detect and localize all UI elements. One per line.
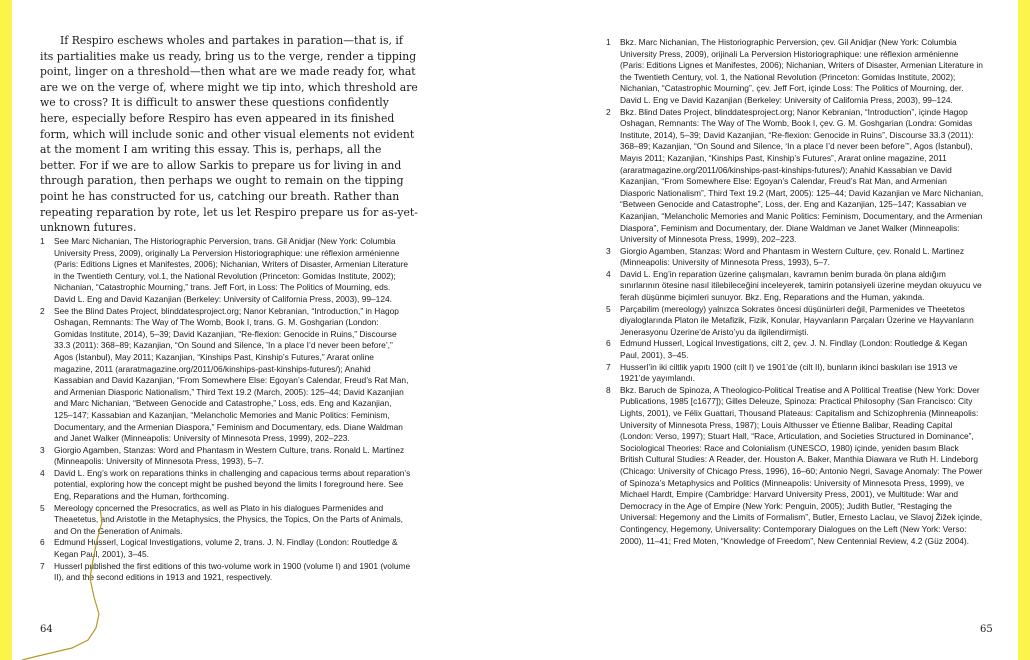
footnote-text: Husserl published the first editions of this two-volume work in 1900 (volume I) and 1901 (volume II), and the second editions in 1913 and 1921, respectively. [54, 560, 411, 583]
footnote-number: 7 [40, 560, 45, 571]
footnote [40, 468, 412, 503]
footnote-text: Bkz. Blind Dates Project, blinddatesproject.org; Nanor Kebranian, “Introduction”, içinde Hagop Oshagan, Remnants: The Way of The Womb, Book I, çev. G. M. Goshgarian (Londra: Gomidas Institute, 2014), 5–39; David Kazanjian, “Re-flexion: Genocide in Ruins”, Discourse 33.3 (2011): 368–89; Kazanjian, “On Sound and Silence, ‘In a place I’d never been before’”, Agos (İstanbul), Mayıs 2011; Kazanjian, “Kinships Past, Kinship’s Futures”, Ararat online magazine, 2011 (araratmagazine.org/2011/06/kinships-past-kinships-futures/); Anahid Kassabian ve David Kazanjian, “From Somewhere Else: Egoyan’s Calendar, Freud’s Rat Man, and Armenian Diasporic Nationalism”, Third Text 19.2 (Mart, 2005): 125–44; David Kazanjian ve Marc Nichanian, “Between Genocide and Catastrophe”, Loss, der. Eng and Kazanjian, 125–147; Kassabian ve Kazanjian, “Melancholic Memories and Manic Politics: Feminism, Documentary, and the Armenian Diaspora”, Feminism and Documentary, der. Diane Waldman ve Janet Walker (Minneapolis: University of Minnesota Press, 1999), 202–223. [620, 106, 984, 245]
page-number: 65 [980, 624, 993, 635]
footnote-number: 4 [40, 467, 45, 478]
essay-paragraph: If Respiro eschews wholes and partakes in paration—that is, if its partialities make us ready, bring us to the verge, render a tipping point, linger on a threshold—then what are we made ready for, what are we on the verge of, where might we tip into, which threshold are we to cross? It is difficult to answer these questions confidently here, especially before Respiro has even appeared in its finished form, which will include sonic and other visual elements not evident at the moment I am writing this essay. This is, perhaps, all the better. For if we are to allow Sarkis to prepare us for living in and through paration, then perhaps we ought to remain on the tipping point he has constructed for us, catching our breath. Rather than repeating reparation by rote, let us let Respiro prepare us for as-yet-unknown futures. [40, 34, 418, 235]
footnote-number: 4 [606, 268, 611, 279]
footnote-number: 3 [40, 444, 45, 455]
footnote [606, 385, 984, 547]
footnote-text: See Marc Nichanian, The Historiographic Perversion, trans. Gil Anidjar (New York: Columbia University Press, 2009), originally La Perversion Historiographique: une réflexion arménienne (Paris: Editions Lignes et Manifestes, 2006); Nichanian, Writers of Disaster, Armenian Literature in the Twentieth Century, vol.1, the National Revolution (Princeton: Gomidas Institute, 2002); Nichanian, “Catastrophic Mourning,” trans. Jeff Fort, in Loss: The Politics of Mourning, eds. David L. Eng and David Kazanjian (Berkeley: University of California Press, 2003), 99–124. [54, 236, 409, 304]
footnote-text: Edmund Husserl, Logical Investigations, volume 2, trans. J. N. Findlay (London: Routledge & Kegan Paul, 2001), 3–45. [54, 537, 398, 560]
footnote-text: Giorgio Agamben, Stanzas: Word and Phantasm in Western Culture, trans. Ronald L. Martinez (Minneapolis: University of Minnesota Press, 1993), 5–7. [54, 444, 405, 467]
footnote-text: Parçabilim (mereology) yalnızca Sokrates öncesi düşünürleri değil, Parmenides ve Theetetos diyaloglarında Platon ile Metafizik, Fizik, Konular, Hayvanların Parçaları Üzerine ve Hayvanların Jenerasyonu Üzerine’de Aristo’yu da ilgilendirmişti. [620, 303, 974, 337]
footnote-text: Edmund Husserl, Logical Investigations, cilt 2, çev. J. N. Findlay (London: Routledge & Kegan Paul, 2001), 3–45. [620, 338, 968, 361]
footnote [606, 37, 984, 107]
footnote-number: 8 [606, 384, 611, 395]
footnote-number: 1 [606, 37, 611, 47]
footnote-number: 1 [40, 236, 45, 246]
footnote-number: 5 [606, 303, 611, 314]
footnote-text: Husserl’in iki ciltlik yapıtı 1900 (cilt I) ve 1901’de (cilt II), bunların ikinci baskıları ise 1913 ve 1921’de yayımlandı. [620, 361, 958, 384]
footnote [606, 269, 984, 304]
footnote-number: 6 [606, 338, 611, 349]
footnote-number: 2 [40, 305, 45, 316]
footnote [606, 246, 984, 269]
footnote [40, 537, 412, 560]
right-yellow-border [1018, 0, 1030, 660]
footnote-text: Bkz. Marc Nichanian, The Historiographic Perversion, çev. Gil Anidjar (New York: Columbia University Press, 2009), orijinali La Perversion Historiographique: une réflexion arménienne (Paris: Editions Lignes et Manifestes, 2006); Nichanian, Writers of Disaster, Armenian Literature in the Twentieth Century, vol. 1, the National Revolution (Princeton: Gomidas Institute, 2002); Nichanian, “Catastrophic Mourning”, çev. Jeff Fort, içinde Loss: The Politics of Mourning, der. David L. Eng ve David Kazanjian (Berkeley: University of California Press, 2003), 99–124. [620, 37, 983, 105]
footnote-text: Giorgio Agamben, Stanzas: Word and Phantasm in Western Culture, çev. Ronald L. Martinez (Minneapolis: University of Minnesota Press, 1993), 5–7. [620, 245, 965, 268]
footnotes-list [606, 37, 984, 547]
footnote [40, 561, 412, 584]
right-page [515, 0, 1018, 660]
footnote [606, 338, 984, 361]
footnote [606, 362, 984, 385]
footnote-text: Mereology concerned the Presocratics, as well as Plato in his dialogues Parmenides and Theaetetus, and Aristotle in the Metaphysics, the Physics, the Topics, On the Parts of Animals, and On the Generation of Animals. [54, 502, 403, 536]
page-number: 64 [40, 624, 53, 635]
footnote-text: David L. Eng’s work on reparations thinks in challenging and capacious terms about reparation’s potential, exploring how the concept might be pushed beyond the limits I foreground here. See Eng, Reparations and the Human, forthcoming. [54, 467, 411, 502]
footnote-number: 7 [606, 361, 611, 372]
footnote [40, 236, 412, 306]
footnote-text: Bkz. Baruch de Spinoza, A Theologico-Political Treatise and A Political Treatise (New York: Dover Publications, 1985 [c1677]); Gilles Deleuze, Spinoza: Practical Philosophy (San Francisco: City Lights, 2001), ve Félix Guattari, Thousand Plateaus: Capitalism and Schizophrenia (Minneapolis: University of Minnesota Press, 1987); Louis Althusser ve Étienne Balibar, Reading Capital (London: Verso, 1997); Stuart Hall, “Race, Articulation, and Societies Structured in Dominance”, Sociological Theories: Race and Colonialism (UNESCO, 1980) içinde, yeniden basım Black British Cultural Studies: A Reader, der. Houston A. Baker, Manthia Diawara ve Ruth H. Lindeborg (Chicago: University of Chicago Press, 1996), 16–60; Antonio Negri, Savage Anomaly: The Power of Spinoza’s Metaphysics and Politics (Minneapolis: University of Minnesota Press, 1999), ve Michael Hardt, Empire (Cambridge: Harvard University Press, 2001), ve Multitude: War and Democracy in the Age of Empire (New York: Penguin, 2005); Judith Butler, “Restaging the Universal: Hegemony and the Limits of Formalism”, Butler, Ernesto Laclau, ve Slavoj Žižek içinde, Contingency, Hegemony, Universality: Contemporary Dialogues on the Left (New York: Verso: 2000), 11–41; Fred Moten, “Knowledge of Freedom”, New Centennial Review, 4.2 (Güz 2004). [620, 384, 983, 546]
left-page [12, 0, 515, 660]
footnote [40, 445, 412, 468]
footnote-text: See the Blind Dates Project, blinddatesproject.org; Nanor Kebranian, “Introduction,” in Hagop Oshagan, Remnants: The Way of The Womb, Book I, trans. G. M. Goshgarian (London: Gomidas Institute, 2014), 5–39; David Kazanjian, “Re-flexion: Genocide in Ruins,” Discourse 33.3 (2011): 368–89; Kazanjian, “On Sound and Silence, ‘In a place I’d never been before’,” Agos (İstanbul), May 2011; Kazanjian, “Kinships Past, Kinship’s Futures,” Ararat online magazine, 2011 (araratmagazine.org/2011/06/kinships-past-kinships-futures/); Anahid Kassabian and David Kazanjian, “From Somewhere Else: Egoyan’s Calendar, Freud’s Rat Man, and Armenian Diasporic Nationalism,” Third Text 19.2 (March, 2005): 125–44; David Kazanjian and Marc Nichanian, “Between Genocide and Catastrophe,” Loss, eds. Eng and Kazanjian, 125–147; Kassabian and Kazanjian, “Melancholic Memories and Manic Politics: Feminism, Documentary, and the Armenian Diaspora,” Feminism and Documentary, eds. Diane Waldman and Janet Walker (Minneapolis: University of Minnesota Press, 1999), 202–223. [54, 305, 409, 444]
footnote-number: 2 [606, 106, 611, 117]
footnote [40, 306, 412, 445]
footnotes-list [40, 236, 412, 584]
footnote [40, 503, 412, 538]
footnote [606, 107, 984, 246]
footnote-number: 3 [606, 245, 611, 256]
footnote [606, 304, 984, 339]
footnote-number: 6 [40, 537, 45, 548]
left-yellow-border [0, 0, 12, 660]
footnote-number: 5 [40, 502, 45, 513]
footnote-text: David L. Eng’in reparation üzerine çalışmaları, kavramın benim burada ön plana aldığım sınırlarının ötesine nasıl itilebileceğini inceleyerek, tamirin potansiyeli üzerine meydan okuyucu ve ferah düşünme biçimleri sunuyor. Bkz. Eng, Reparations and the Human, yakında. [620, 268, 982, 303]
